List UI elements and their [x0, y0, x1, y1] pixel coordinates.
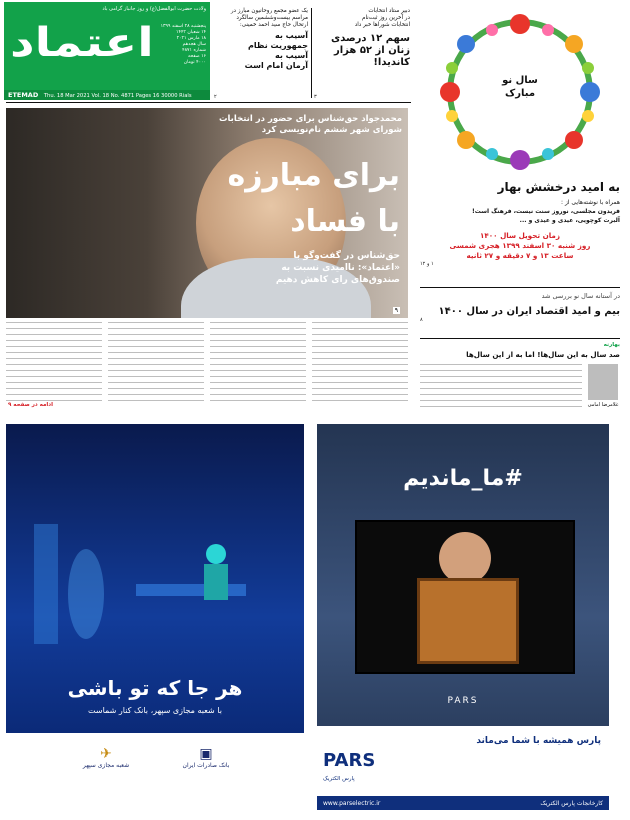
author-name: غلامرضا امامی [587, 402, 619, 408]
teaser-women[interactable]: دبیر ستاد انتخابات در آخرین روز ثبت‌نام انتخابات شوراها خبر داد سهم ۱۲ درصدی زنان از ۵۲ هزار کاندیدا! ۳ [314, 8, 410, 100]
tv-screen [355, 520, 575, 674]
ad-pars[interactable]: #ما_ماندیم PARS پارس همیشه با شما می‌ماند PARS پارس الکتریک www.parselectric.ir کارخانجات پارس الکتریک [317, 424, 609, 810]
retro-tv-icon [417, 578, 519, 664]
ad-pars-slogan: پارس همیشه با شما می‌ماند [476, 736, 601, 746]
tahvil-title: زمان تحویل سال ۱۴۰۰ [480, 231, 560, 240]
sepehr-logo: ✈ شعبه مجازی سپهر [82, 746, 130, 769]
nowruz-story[interactable]: به امید درخشش بهار همراه با نوشته‌هایی از : فریدون مجلسی، نوروز سنت نیست، فرهنگ است! آلبرت کوچویی، عیدی و عیدی و ... زمان تحویل سال ۱۴۰۰ روز شنبه ۳۰ اسفند ۱۳۹۹ هجری شمسی ساعت ۱۳ و ۷ دقیقه و ۲۷ ثانیه ۱ و ۱۲ [420, 180, 620, 267]
masthead-brand: ETEMAD [8, 91, 39, 99]
teaser-women-headline: سهم ۱۲ درصدی زنان از ۵۲ هزار کاندیدا! [331, 33, 410, 68]
economy-kicker: در آستانه سال نو بررسی شد [541, 292, 620, 300]
pars-website[interactable]: www.parselectric.ir [323, 800, 381, 807]
teaser-politics-headline: آسیب به جمهوریت نظام آسیب به آرمان امام است [244, 31, 308, 70]
nowruz-ornament: سال نو مبارک [420, 8, 620, 176]
main-headline-1: برای مبارزه [227, 158, 400, 193]
ad-sepah-sub: با شعبه مجازی سپهر، بانک کنار شماست [88, 706, 222, 715]
column-note[interactable]: بهارنه صد سال به این سال‌ها! اما به از این سال‌ها غلامرضا امامی [420, 342, 620, 418]
nowruz-headline: به امید درخشش بهار [497, 180, 620, 194]
masthead-date: پنجشنبه ۲۸ اسفند ۱۳۹۹ ۱۴ شعبان ۱۴۴۲ ۱۸ مارس ۲۰۲۱ سال هجدهم شماره ۴۸۷۱ ۱۶ صفحه ۴۰۰۰ تومان [160, 24, 206, 65]
pars-logo: PARS [323, 750, 376, 771]
teaser-politics[interactable]: یک عضو مجمع روحانیون مبارز در مراسم بیست‌وششمین سالگرد ارتحال حاج سید احمد خمینی: آسیب به جمهوریت نظام آسیب به آرمان امام است ۲ [214, 8, 308, 100]
economy-story[interactable]: در آستانه سال نو بررسی شد بیم و امید اقتصاد ایران در سال ۱۴۰۰ ۸ [420, 292, 620, 323]
main-kicker: محمدجواد حق‌شناس برای حضور در انتخابات شورای شهر ششم نام‌نویسی کرد [218, 114, 402, 135]
continue-link[interactable]: ادامه در صفحه ۹ [8, 402, 53, 408]
masthead-bar: ETEMAD Thu. 18 Mar 2021 Vol. 18 No. 4871 Pages 16 30000 Rials [4, 90, 210, 100]
main-dek: حق‌شناس در گفت‌وگو با «اعتماد»: ناامیدی نسبت به صندوق‌های رای کاهش دهیم [275, 251, 400, 285]
illustration-icon [26, 484, 286, 664]
ad-sepah-headline: هر جا که تو باشی [67, 676, 243, 700]
tv-brand: PARS [447, 696, 479, 706]
author-avatar [588, 364, 618, 400]
column-headline: صد سال به این سال‌ها! اما به از این سال‌ها [466, 350, 620, 359]
person-image [439, 532, 491, 584]
main-story-columns [6, 322, 408, 410]
masthead [4, 2, 210, 100]
masthead-topline: ولادت حضرت ابوالفضل(ع) و روز جانباز گرامی باد [102, 6, 206, 12]
main-headline-2: با فساد [290, 204, 400, 239]
bank-logo: ▣ بانک صادرات ایران [182, 746, 230, 769]
economy-headline: بیم و امید اقتصاد ایران در سال ۱۴۰۰ [438, 306, 620, 317]
nowruz-greeting: سال نو [502, 75, 538, 86]
ad-bank-saderat[interactable] [6, 424, 304, 810]
masthead-logo: اعتماد [10, 20, 154, 66]
main-photo[interactable]: محمدجواد حق‌شناس برای حضور در انتخابات شورای شهر ششم نام‌نویسی کرد برای مبارزه با فساد حق‌شناس در گفت‌وگو با «اعتماد»: ناامیدی نسبت به صندوق‌های رای کاهش دهیم ۹ [6, 108, 408, 318]
ad-pars-hashtag: #ما_ماندیم [403, 466, 523, 491]
